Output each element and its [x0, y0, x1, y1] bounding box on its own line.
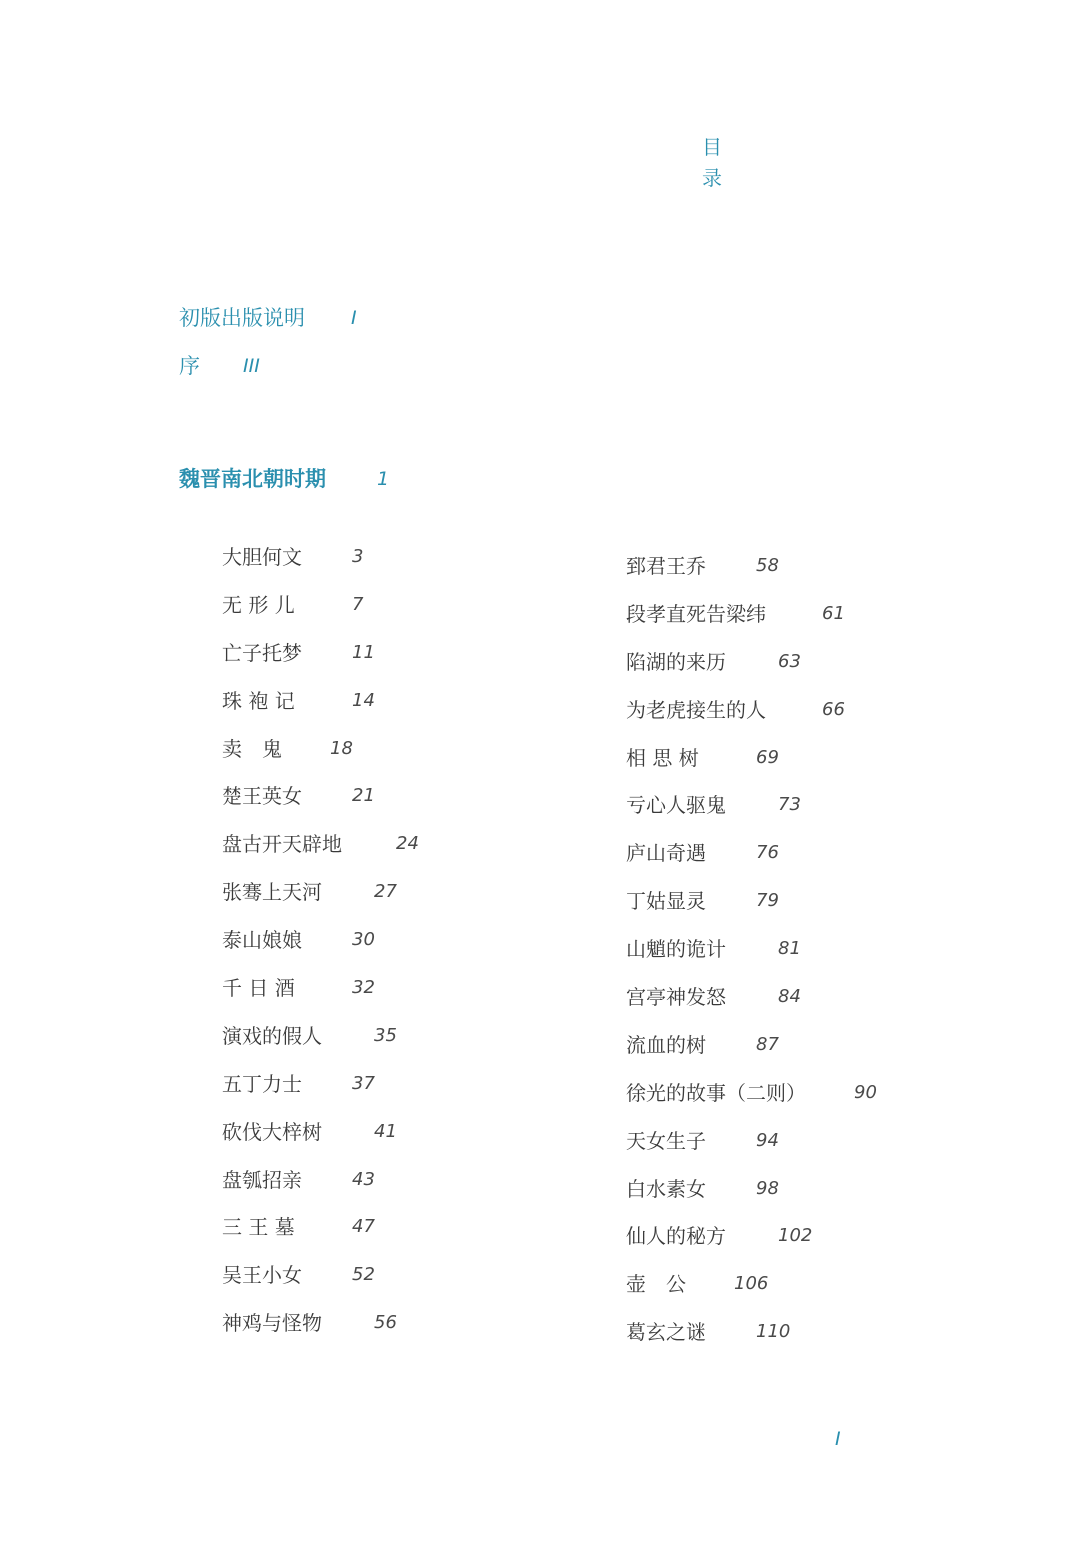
entry-title: 序 — [179, 354, 200, 378]
entry-page: 3 — [352, 546, 364, 567]
entry-title: 初版出版说明 — [179, 306, 305, 330]
entry-page: 35 — [374, 1024, 397, 1046]
entry-title: 壶 公 — [626, 1272, 686, 1297]
entry-page: 30 — [352, 929, 375, 951]
entry-title: 砍伐大梓树 — [222, 1119, 322, 1144]
toc-entry[interactable] — [222, 1308, 397, 1356]
toc-entry[interactable] — [626, 790, 806, 838]
entry-page: 102 — [778, 1225, 813, 1247]
toc-entry[interactable] — [626, 1126, 806, 1174]
entry-page: 73 — [778, 794, 801, 816]
toc-entry[interactable] — [626, 743, 806, 791]
entry-title: 庐山奇遇 — [626, 841, 706, 866]
entry-page: 79 — [756, 890, 779, 912]
entry-title: 亡子托梦 — [222, 640, 302, 665]
entry-page: 84 — [778, 986, 801, 1008]
toc-entry[interactable] — [626, 695, 845, 743]
entry-page: 61 — [822, 602, 845, 624]
entry-title: 大胆何文 — [222, 545, 302, 569]
entry-title: 珠 袍 记 — [222, 688, 295, 713]
toc-heading-char-2: 录 — [702, 166, 722, 190]
toc-entry[interactable] — [222, 590, 364, 638]
entry-title: 泰山娘娘 — [222, 928, 302, 953]
toc-entry[interactable] — [626, 1030, 806, 1078]
section-title: 魏晋南北朝时期 — [179, 466, 326, 491]
section-heading[interactable] — [179, 464, 390, 494]
entry-page: I — [351, 307, 357, 329]
entry-page: 21 — [352, 785, 375, 807]
entry-title: 五丁力士 — [222, 1071, 302, 1096]
entry-page: 69 — [756, 746, 779, 768]
toc-entry[interactable] — [222, 542, 364, 590]
entry-page: 76 — [756, 842, 779, 864]
toc-entry[interactable] — [626, 1269, 806, 1317]
entry-title: 神鸡与怪物 — [222, 1311, 322, 1336]
entry-title: 为老虎接生的人 — [626, 697, 766, 722]
toc-entry[interactable] — [626, 647, 806, 695]
toc-entry[interactable] — [626, 934, 806, 982]
toc-entry[interactable] — [222, 829, 419, 877]
entry-title: 宫亭神发怒 — [626, 985, 726, 1010]
toc-entry[interactable] — [222, 1021, 397, 1069]
entry-title: 盘瓠招亲 — [222, 1167, 302, 1192]
toc-entry-preface-note[interactable] — [179, 303, 357, 333]
toc-entry[interactable] — [626, 599, 845, 647]
toc-entry[interactable] — [222, 925, 375, 973]
entry-page: 98 — [756, 1177, 779, 1199]
page-number: I — [835, 1428, 841, 1450]
toc-entry[interactable] — [222, 973, 375, 1021]
toc-entry[interactable] — [626, 886, 806, 934]
entry-page: 63 — [778, 650, 801, 672]
entry-page: 81 — [778, 938, 801, 960]
entry-title: 段孝直死告梁纬 — [626, 601, 766, 626]
entry-title: 相 思 树 — [626, 745, 699, 770]
toc-entry[interactable] — [626, 982, 806, 1030]
entry-title: 仙人的秘方 — [626, 1224, 726, 1249]
entry-page: 18 — [330, 737, 353, 759]
entry-title: 天女生子 — [626, 1128, 706, 1153]
entry-page: 24 — [396, 833, 419, 855]
toc-entry[interactable] — [222, 1260, 375, 1308]
toc-entry[interactable] — [222, 877, 397, 925]
toc-entry[interactable] — [626, 1174, 806, 1222]
toc-entry[interactable] — [626, 1221, 813, 1269]
toc-entry[interactable] — [626, 1078, 877, 1126]
entry-title: 徐光的故事（二则） — [626, 1080, 806, 1105]
toc-entry[interactable] — [626, 1317, 806, 1365]
entry-title: 三 王 墓 — [222, 1215, 295, 1240]
entry-page: 27 — [374, 881, 397, 903]
toc-entry[interactable] — [222, 1117, 397, 1165]
toc-entry[interactable] — [222, 638, 375, 686]
toc-entry[interactable] — [626, 551, 806, 599]
toc-list-left — [222, 542, 419, 1356]
toc-list-right — [626, 551, 877, 1365]
toc-entry-preface[interactable] — [179, 351, 260, 381]
entry-title: 丁姑显灵 — [626, 889, 706, 914]
entry-page: 41 — [374, 1120, 397, 1142]
toc-entry[interactable] — [222, 1165, 375, 1213]
entry-title: 白水素女 — [626, 1176, 706, 1201]
entry-page: III — [243, 355, 260, 377]
entry-page: 32 — [352, 977, 375, 999]
entry-title: 演戏的假人 — [222, 1023, 322, 1048]
entry-title: 楚王英女 — [222, 784, 302, 809]
entry-page: 94 — [756, 1129, 779, 1151]
entry-page: 90 — [854, 1081, 877, 1103]
toc-heading-char-1: 目 — [702, 135, 722, 159]
section-page: 1 — [377, 468, 390, 490]
toc-entry[interactable] — [222, 734, 353, 782]
entry-title: 吴王小女 — [222, 1263, 302, 1288]
entry-title: 张骞上天河 — [222, 880, 322, 905]
entry-page: 11 — [352, 641, 375, 663]
entry-page: 47 — [352, 1216, 375, 1238]
toc-heading — [700, 132, 724, 194]
entry-title: 陷湖的来历 — [626, 649, 726, 674]
toc-entry[interactable] — [222, 781, 375, 829]
entry-page: 106 — [734, 1273, 769, 1295]
entry-page: 52 — [352, 1264, 375, 1286]
entry-page: 110 — [756, 1321, 791, 1343]
entry-title: 盘古开天辟地 — [222, 832, 342, 857]
entry-title: 卖 鬼 — [222, 736, 282, 761]
toc-entry[interactable] — [222, 1212, 375, 1260]
entry-page: 87 — [756, 1033, 779, 1055]
entry-page: 37 — [352, 1072, 375, 1094]
entry-page: 7 — [352, 593, 364, 615]
entry-page: 56 — [374, 1312, 397, 1334]
entry-title: 亏心人驱鬼 — [626, 793, 726, 818]
entry-title: 流血的树 — [626, 1032, 706, 1057]
entry-title: 郅君王乔 — [626, 554, 706, 578]
entry-page: 43 — [352, 1168, 375, 1190]
entry-page: 66 — [822, 698, 845, 720]
toc-entry[interactable] — [222, 686, 375, 734]
entry-title: 千 日 酒 — [222, 976, 295, 1001]
entry-page: 14 — [352, 689, 375, 711]
entry-title: 葛玄之谜 — [626, 1320, 706, 1345]
toc-entry[interactable] — [626, 838, 806, 886]
entry-title: 山魈的诡计 — [626, 937, 726, 962]
entry-title: 无 形 儿 — [222, 592, 295, 617]
toc-entry[interactable] — [222, 1069, 375, 1117]
entry-page: 58 — [756, 555, 779, 576]
